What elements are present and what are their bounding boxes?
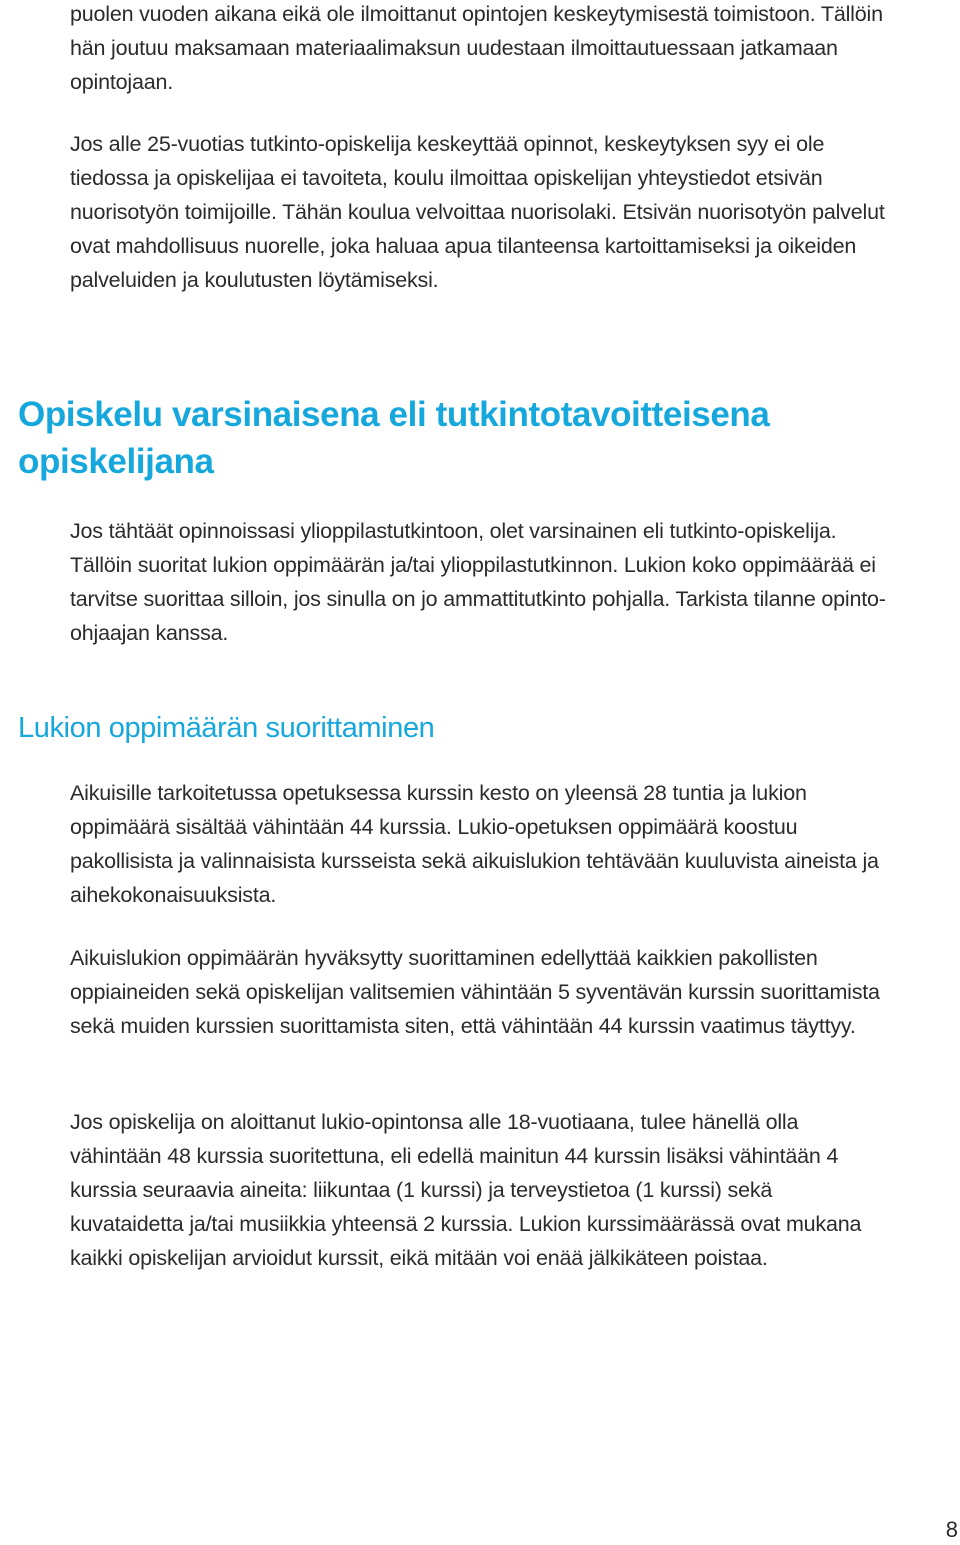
subsection-paragraph-under-18: Jos opiskelija on aloittanut lukio-opintonsa alle 18-vuotiaana, tulee hänellä olla vähintään 48 kurssia suoritettuna, eli edellä mainitun 44 kurssin lisäksi vähintään 4 kurssia seuraavia aineita: liikuntaa (1 kurssi) ja terveystietoa (1 kurssi) sekä kuvataidetta ja/tai musiikkia yhteensä 2 kurssia. Lukion kurssimäärässä ovat mukana kaikki opiskelijan arvioidut kurssit, eikä mitään voi enää jälkikäteen poistaa. <box>70 1110 862 1270</box>
subsection-heading-completion: Lukion oppimäärän suorittaminen <box>18 712 435 744</box>
section-heading-degree-student: Opiskelu varsinaisena eli tutkintotavoitteisena opiskelijana <box>18 395 770 481</box>
subsection-paragraph-course-length: Aikuisille tarkoitetussa opetuksessa kurssin kesto on yleensä 28 tuntia ja lukion oppimäärä sisältää vähintään 44 kurssia. Lukio-opetuksen oppimäärä koostuu pakollisista ja valinnaisista kursseista sekä aikuislukion tehtävään kuuluvista aineista ja aihekokonaisuuksista. <box>70 781 879 907</box>
section-paragraph-degree-student: Jos tähtäät opinnoissasi ylioppilastutkintoon, olet varsinainen eli tutkinto-opiskelija. Tällöin suoritat lukion oppimäärän ja/tai ylioppilastutkinnon. Lukion koko oppimäärää ei tarvitse suorittaa silloin, jos sinulla on jo ammattitutkinto pohjalla. Tarkista tilanne opinto-ohjaajan kanssa. <box>70 519 886 645</box>
page-number: 8 <box>945 1517 958 1542</box>
body-paragraph-continuation: puolen vuoden aikana eikä ole ilmoittanut opintojen keskeytymisestä toimistoon. Tällöin hän joutuu maksamaan materiaalimaksun uudestaan ilmoittautuessaan jatkamaan opintojaan. <box>70 2 883 94</box>
body-paragraph-youth-work: Jos alle 25-vuotias tutkinto-opiskelija keskeyttää opinnot, keskeytyksen syy ei ole tiedossa ja opiskelijaa ei tavoiteta, koulu ilmoittaa opiskelijan yhteystiedot etsivän nuorisotyön toimijoille. Tähän koulua velvoittaa nuorisolaki. Etsivän nuorisotyön palvelut ovat mahdollisuus nuorelle, joka haluaa apua tilanteensa kartoittamiseksi ja oikeiden palveluiden ja koulutusten löytämiseksi. <box>70 132 885 292</box>
subsection-paragraph-requirements: Aikuislukion oppimäärän hyväksytty suorittaminen edellyttää kaikkien pakollisten oppiaineiden sekä opiskelijan valitsemien vähintään 5 syventävän kurssin suorittamista sekä muiden kurssien suorittamista siten, että vähintään 44 kurssin vaatimus täyttyy. <box>70 946 880 1038</box>
